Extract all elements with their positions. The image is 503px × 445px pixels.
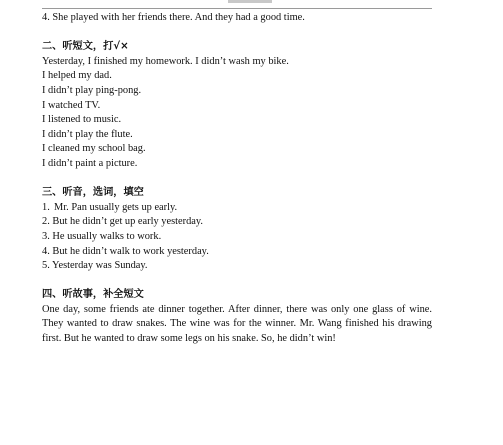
- section-3-item-1-text: Mr. Pan usually gets up early.: [54, 201, 178, 213]
- section-3-item-4: 4. But he didn’t walk to work yesterday.: [42, 245, 209, 257]
- section-2: [42, 40, 434, 171]
- section-3-heading: 三、听音，选词，填空: [42, 187, 144, 199]
- section-2-line-8: I didn’t paint a picture.: [42, 157, 138, 169]
- header-mark: [228, 0, 272, 3]
- spacer: [42, 172, 434, 187]
- section-3-item-5: 5. Yesterday was Sunday.: [42, 260, 148, 272]
- section-3-item-1: [42, 201, 434, 216]
- section-3-item-3: 3. He usually walks to work.: [42, 230, 162, 242]
- section-3-item-2: 2. But he didn’t get up early yesterday.: [42, 216, 204, 228]
- section-2-line-7: I cleaned my school bag.: [42, 143, 146, 155]
- document-body: [42, 11, 434, 347]
- section-3-item-1-number: 1.: [42, 201, 50, 213]
- section-3: [42, 186, 434, 274]
- section-2-line-4: I watched TV.: [42, 99, 101, 111]
- header-rule: [42, 8, 432, 9]
- previous-item-4: 4. She played with her friends there. And they had a good time.: [42, 12, 305, 23]
- section-2-line-3: I didn’t play ping-pong.: [42, 84, 142, 96]
- section-2-line-6: I didn’t play the flute.: [42, 128, 133, 140]
- spacer: [42, 26, 434, 41]
- section-2-heading: 二、听短文，打√×: [42, 41, 129, 53]
- section-2-line-5: I listened to music.: [42, 114, 122, 126]
- section-4-heading: 四、听故事，补全短文: [42, 289, 144, 301]
- section-2-line-2: I helped my dad.: [42, 70, 112, 82]
- section-2-line-1: Yesterday, I finished my homework. I didn’t wash my bike.: [42, 55, 289, 67]
- section-4: [42, 288, 434, 346]
- spacer: [42, 274, 434, 289]
- section-4-story-paragraph: One day, some friends ate dinner together. After dinner, there was only one glass of wine. They wanted to draw snakes. The wine was for the winner. Mr. Wang finished his drawing first. But he wanted to draw some legs on his snake. So, he didn’t win!: [42, 303, 432, 345]
